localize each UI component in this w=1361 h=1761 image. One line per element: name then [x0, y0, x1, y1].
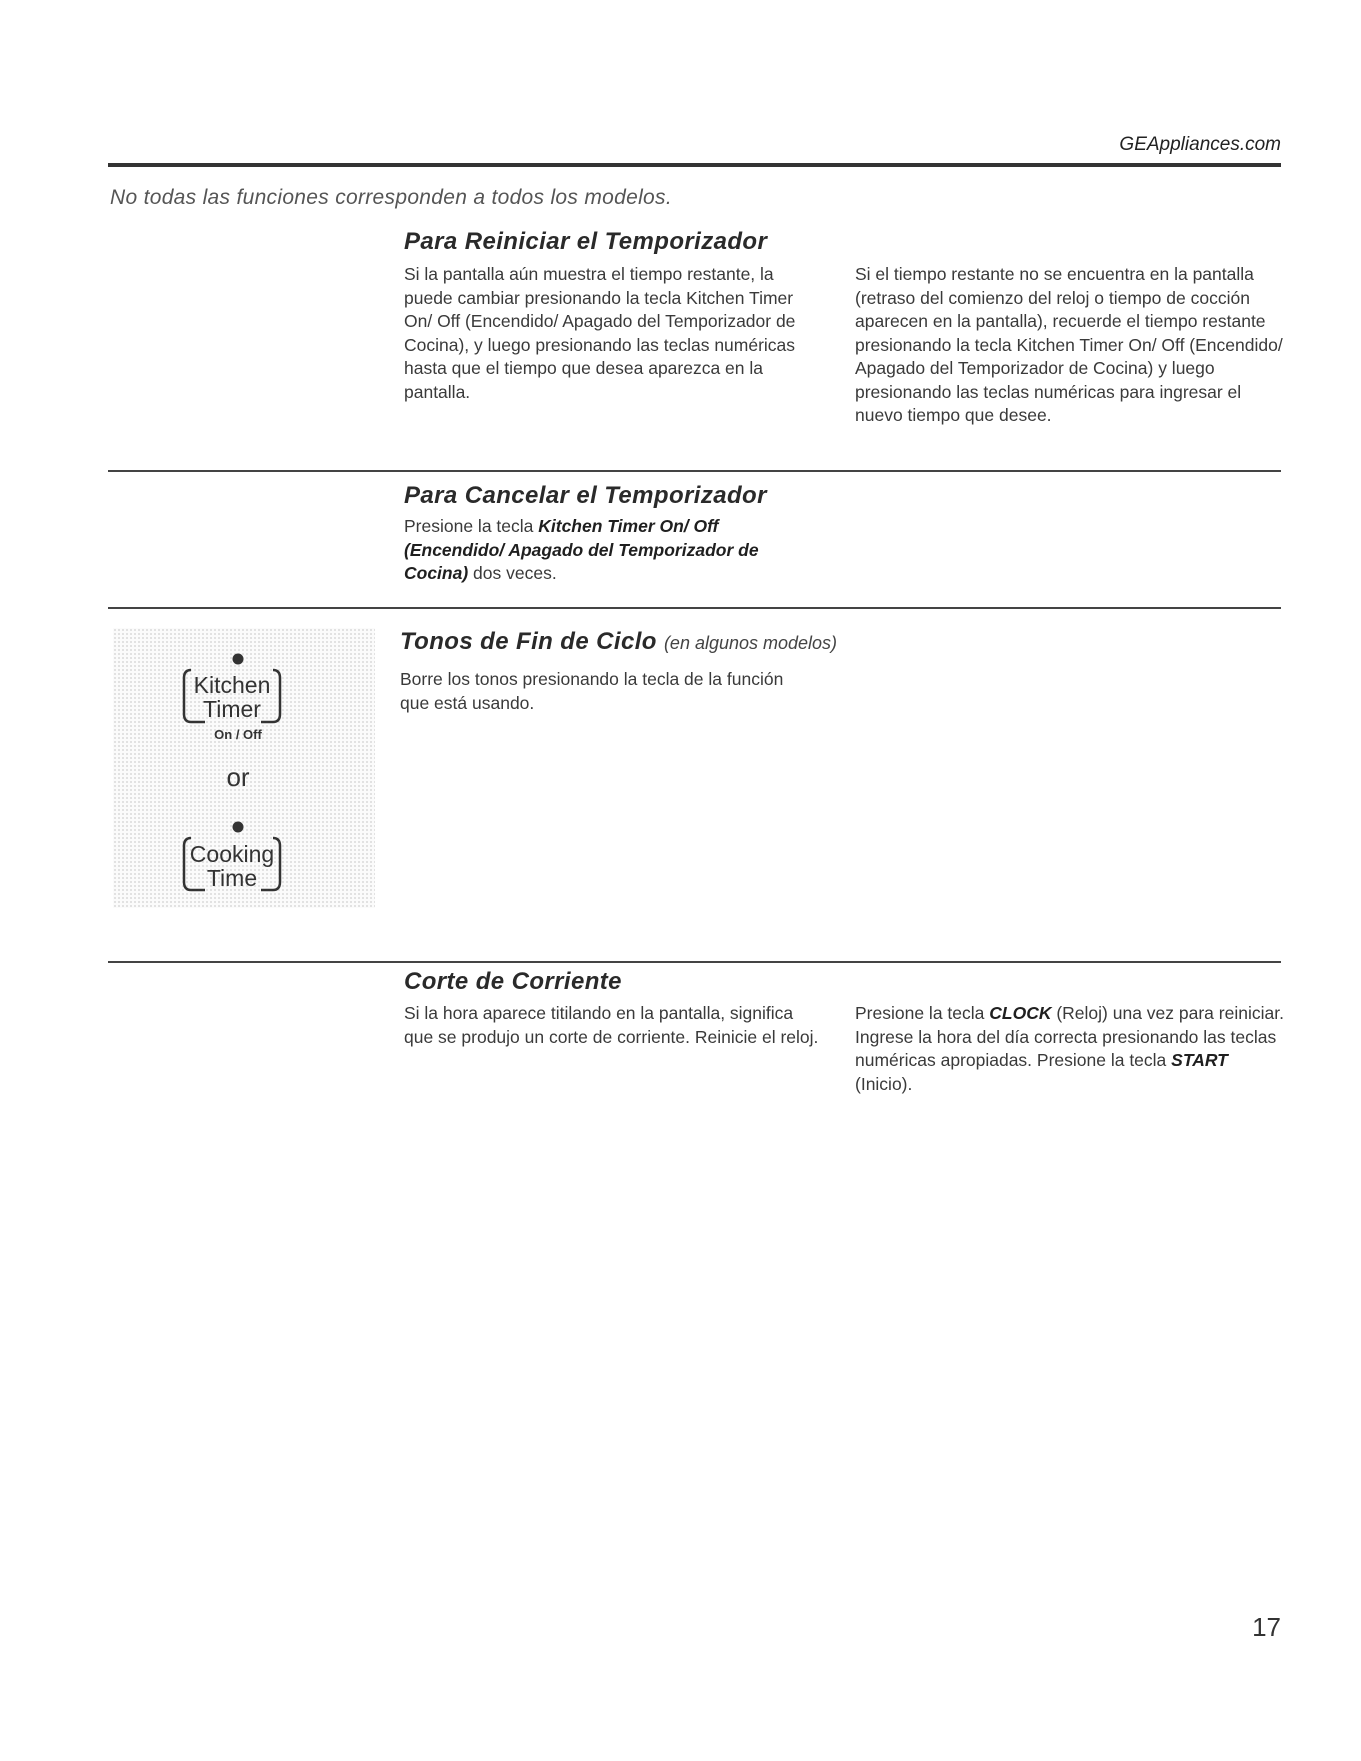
reiniciar-col1: Si la pantalla aún muestra el tiempo restante, la puede cambiar presionando la tecla Kitchen Timer On/ Off (Encendido/ Apagado del Temporizador de Cocina), y luego presionando las teclas numéricas hasta que el tiempo que desea aparezca en la pantalla. — [404, 264, 796, 402]
kitchen-timer-key-label: Timer — [203, 696, 261, 722]
cooking-time-key-label: Cooking — [189, 841, 275, 867]
section-divider — [108, 470, 1281, 472]
section-divider — [108, 961, 1281, 963]
indicator-light-icon — [233, 654, 244, 665]
kitchen-timer-key-sublabel: On / Off — [214, 727, 262, 742]
cancelar-text: Presione la tecla Kitchen Timer On/ Off (Encendido/ Apagado del Temporizador de Cocina) dos veces. — [404, 516, 759, 583]
kitchen-timer-key-label: Kitchen — [193, 672, 271, 698]
or-label: or — [226, 762, 250, 792]
corte-col2: Presione la tecla CLOCK (Reloj) una vez para reiniciar. Ingrese la hora del día correcta presionando las teclas numéricas apropiadas. Presione la tecla START (Inicio). — [855, 1003, 1284, 1094]
section-divider — [108, 607, 1281, 609]
cooking-time-key-label: Time — [206, 865, 258, 891]
tonos-models-note: (en algunos modelos) — [663, 633, 838, 653]
reiniciar-col2: Si el tiempo restante no se encuentra en la pantalla (retraso del comienzo del reloj o tiempo de cocción aparecen en la pantalla), recuerde el tiempo restante presionando la tecla Kitchen Timer On/ Off (Encendido/ Apagado del Temporizador de Cocina) y luego presionando las teclas numéricas para ingresar el nuevo tiempo que desee. — [855, 264, 1283, 425]
indicator-light-icon — [233, 822, 244, 833]
section-title-cancelar: Para Cancelar el Temporizador — [404, 482, 767, 509]
site-url: GEAppliances.com — [1119, 134, 1281, 155]
cancelar-key-name: Kitchen Timer On/ Off (Encendido/ Apagado del Temporizador de Cocina) — [404, 516, 759, 583]
start-key-name: START — [1171, 1050, 1228, 1070]
section-title-corte: Corte de Corriente — [404, 968, 622, 995]
control-keys-figure — [113, 628, 375, 908]
header-rule — [108, 163, 1281, 167]
corte-col1: Si la hora aparece titilando en la pantalla, significa que se produjo un corte de corriente. Reinicie el reloj. — [404, 1003, 819, 1047]
page-number: 17 — [1252, 1612, 1281, 1642]
clock-key-name: CLOCK — [989, 1003, 1052, 1023]
section-title-tonos: Tonos de Fin de Ciclo (en algunos modelos) — [400, 628, 838, 655]
models-note: No todas las funciones corresponden a todos los modelos. — [110, 186, 672, 209]
control-keys-illustration — [113, 628, 375, 908]
section-title-reiniciar: Para Reiniciar el Temporizador — [404, 228, 768, 255]
tonos-text: Borre los tonos presionando la tecla de la función que está usando. — [400, 669, 784, 713]
